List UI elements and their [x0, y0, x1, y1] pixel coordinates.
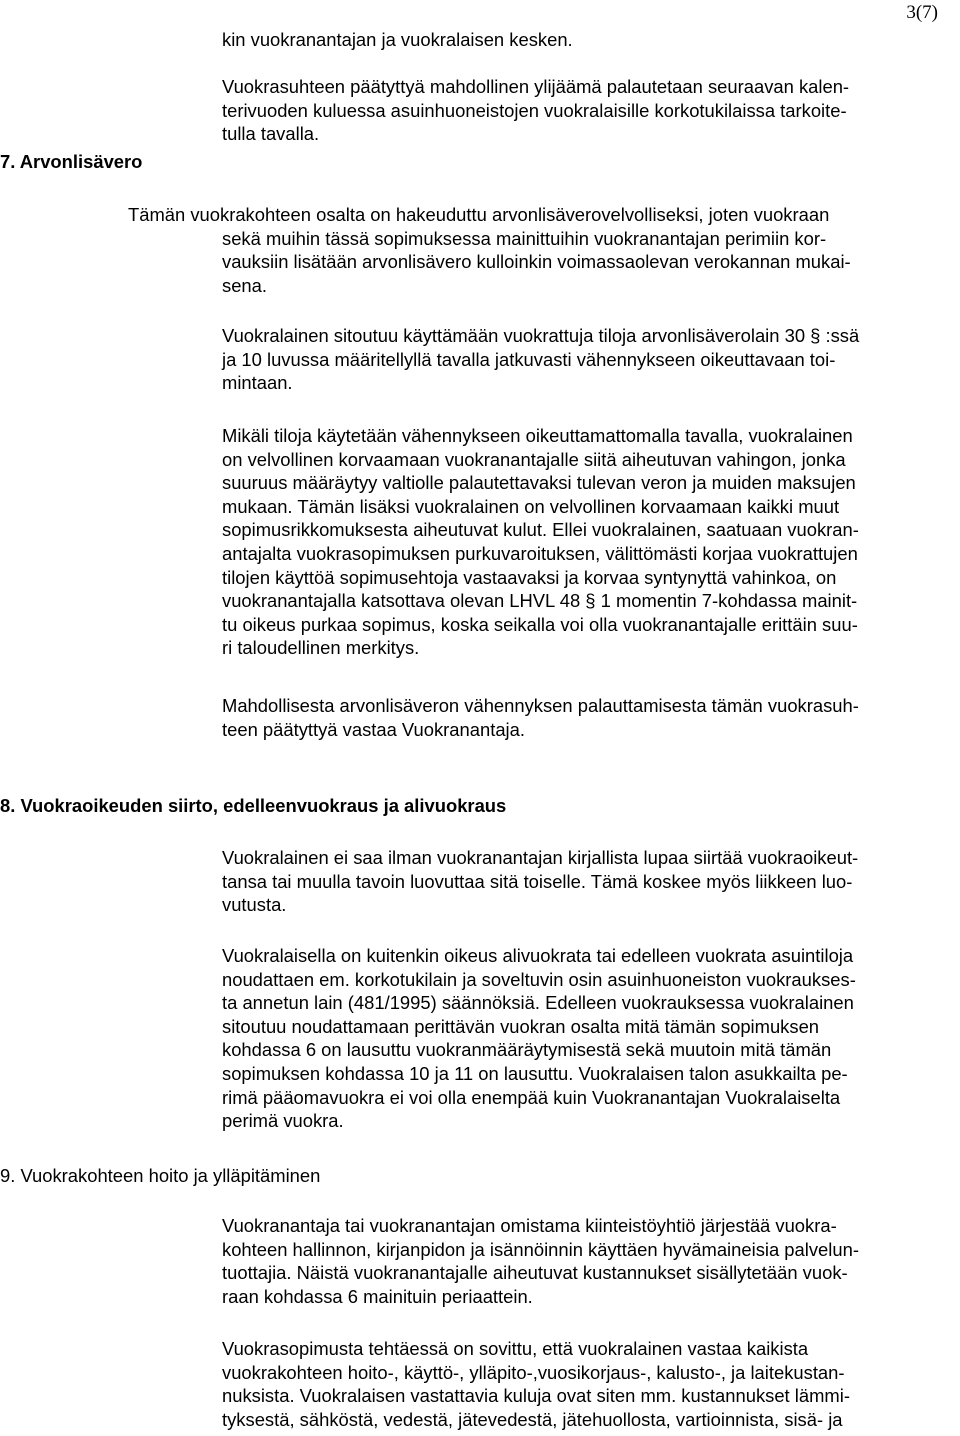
text-line: rimä pääomavuokra ei voi olla enempää kuin Vuokranantajan Vuokralaiselta — [222, 1086, 841, 1108]
text-line: Vuokralaisella on kuitenkin oikeus alivuokrata tai edelleen vuokrata asuintiloja — [222, 945, 854, 966]
section-7-paragraph-4 — [222, 694, 859, 741]
text-line: antajalta vuokrasopimuksen purkuvaroituksen, välittömästi korjaa vuokrattujen — [222, 542, 858, 564]
text-line: vauksiin lisätään arvonlisävero kulloinkin voimassaolevan verokannan mukai- — [222, 251, 851, 273]
text-line: Vuokranantaja tai vuokranantajan omistama kiinteistöyhtiö järjestää vuokra- — [222, 1215, 837, 1236]
text-line: Tämän vuokrakohteen osalta on hakeuduttu arvonlisäverovelvolliseksi, joten vuokraan — [128, 204, 830, 225]
text-line: sekä muihin tässä sopimuksessa mainittuihin vuokranantajan perimiin kor- — [222, 227, 827, 249]
text-line: sopimuksen kohdassa 10 ja 11 on lausuttu. Vuokralaisen talon asukkailta pe- — [222, 1062, 848, 1084]
text-line: sopimusrikkomuksesta aiheutuvat kulut. Ellei vuokralainen, saatuaan vuokran- — [222, 519, 859, 541]
text-line: tyksestä, sähköstä, vedestä, jätevedestä, jätehuollosta, vartioinnista, sisä- ja — [222, 1408, 843, 1430]
text-line: tulla tavalla. — [222, 123, 320, 145]
text-line: Mikäli tiloja käytetään vähennykseen oikeuttamattomalla tavalla, vuokralainen — [222, 425, 853, 446]
text-line: mukaan. Tämän lisäksi vuokralainen on velvollinen korvaamaan kaikki muut — [222, 495, 840, 517]
section-7-heading: 7. Arvonlisävero — [0, 151, 143, 172]
text-line: tuottajia. Näistä vuokranantajalle aiheutuvat kustannukset sisällytetään vuok- — [222, 1262, 848, 1284]
section-8-heading: 8. Vuokraoikeuden siirto, edelleenvuokraus ja alivuokraus — [0, 795, 507, 816]
text-line: sena. — [222, 274, 267, 296]
section-7-paragraph-1-first — [128, 203, 829, 227]
section-7-paragraph-2 — [222, 324, 859, 395]
text-line: sitoutuu noudattamaan perittävän vuokran osalta mitä tämän sopimuksen — [222, 1015, 820, 1037]
section-8-paragraph-1 — [222, 846, 858, 917]
text-line: terivuoden kuluessa asuinhuoneistojen vuokralaisille korkotukilaissa tarkoite- — [222, 99, 847, 121]
text-line: raan kohdassa 6 mainituin periaattein. — [222, 1285, 533, 1307]
text-line: vuokrakohteen hoito-, käyttö-, ylläpito-,vuosikorjaus-, kalusto-, ja laitekustan- — [222, 1361, 845, 1383]
section-7-paragraph-1-rest — [222, 227, 851, 298]
text-line: suuruus määräytyy valtiolle palautettavaksi tulevan veron ja muiden maksujen — [222, 472, 856, 494]
section-8-paragraph-2 — [222, 944, 856, 1133]
page-number: 3(7) — [906, 2, 938, 23]
text-line: mintaan. — [222, 372, 293, 394]
text-line: noudattaen em. korkotukilain ja soveltuvin osin asuinhuoneiston vuokraukses- — [222, 968, 856, 990]
text-line: Mahdollisesta arvonlisäveron vähennyksen palauttamisesta tämän vuokrasuh- — [222, 695, 859, 716]
text-line: ta annetun lain (481/1995) säännöksiä. Edelleen vuokrauksessa vuokralainen — [222, 992, 854, 1014]
text-line: tu oikeus purkaa sopimus, koska seikalla voi olla vuokranantajalle erittäin suu- — [222, 613, 858, 635]
text-line: nuksista. Vuokralaisen vastattavia kuluja ovat siten mm. kustannukset lämmi- — [222, 1385, 850, 1407]
text-line: Vuokrasopimusta tehtäessä on sovittu, että vuokralainen vastaa kaikista — [222, 1338, 809, 1359]
text-line: kohdassa 6 on lausuttu vuokranmääräytymisestä sekä muutoin mitä tämän — [222, 1039, 832, 1061]
text-line: Vuokrasuhteen päätyttyä mahdollinen ylijäämä palautetaan seuraavan kalen- — [222, 76, 850, 97]
text-line: vuokranantajalla katsottava olevan LHVL 48 § 1 momentin 7-kohdassa mainit- — [222, 590, 858, 612]
section-9-paragraph-1 — [222, 1214, 859, 1308]
intro-line: kin vuokranantajan ja vuokralaisen kesken. — [222, 29, 573, 50]
text-line: vutusta. — [222, 894, 287, 916]
text-line: tilojen käyttöä sopimusehtoja vastaavaksi ja korvaa syntynyttä vahinkoa, on — [222, 566, 837, 588]
section-7-paragraph-3 — [222, 424, 859, 660]
text-line: kohteen hallinnon, kirjanpidon ja isännöinnin käyttäen hyvämaineisia palvelun- — [222, 1238, 859, 1260]
text-line: Vuokralainen ei saa ilman vuokranantajan kirjallista lupaa siirtää vuokraoikeut- — [222, 847, 859, 868]
section-9-paragraph-2 — [222, 1337, 850, 1431]
text-line: tansa tai muulla tavoin luovuttaa sitä toiselle. Tämä koskee myös liikkeen luo- — [222, 870, 853, 892]
section-9-heading: 9. Vuokrakohteen hoito ja ylläpitäminen — [0, 1165, 321, 1186]
text-line: ja 10 luvussa määritellyllä tavalla jatkuvasti vähennykseen oikeuttavaan toi- — [222, 348, 836, 370]
text-line: teen päätyttyä vastaa Vuokranantaja. — [222, 718, 525, 740]
text-line: Vuokralainen sitoutuu käyttämään vuokrattuja tiloja arvonlisäverolain 30 § :ssä — [222, 325, 860, 346]
text-line: ri taloudellinen merkitys. — [222, 637, 420, 659]
text-line: on velvollinen korvaamaan vuokranantajalle siitä aiheutuvan vahingon, jonka — [222, 448, 846, 470]
text-line: perimä vuokra. — [222, 1110, 344, 1132]
surplus-paragraph — [222, 75, 849, 146]
